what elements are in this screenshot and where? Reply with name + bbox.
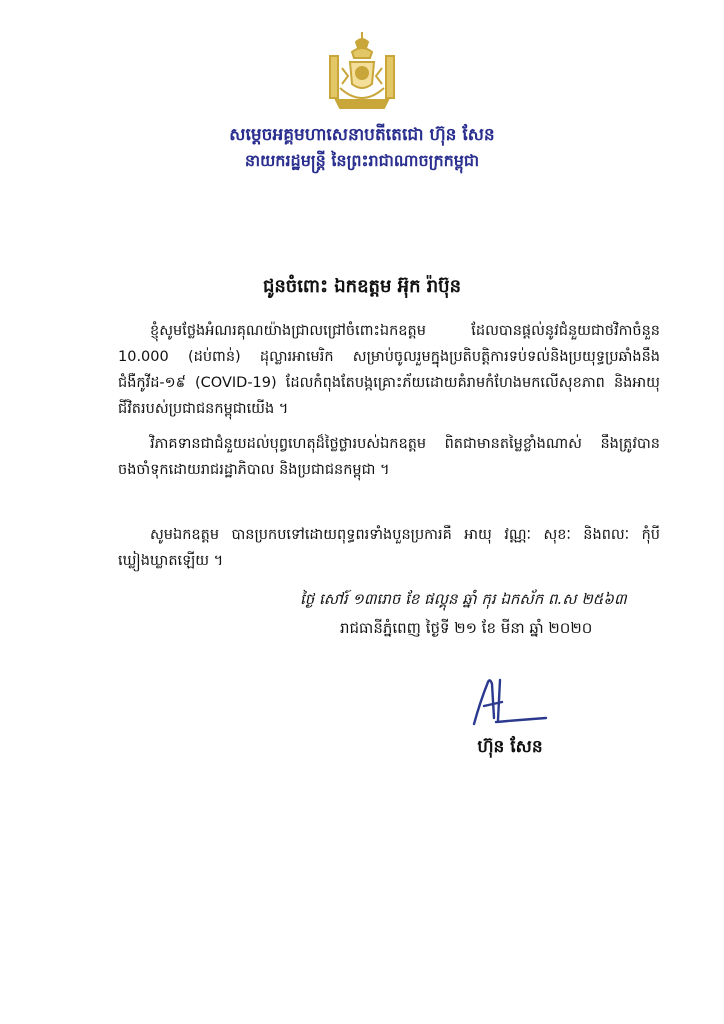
handwritten-signature — [466, 672, 550, 732]
sender-title: សម្តេចអគ្គមហាសេនាបតីតេជោ ហ៊ុន សែន — [229, 125, 495, 145]
sender-office: នាយករដ្ឋមន្ត្រី នៃព្រះរាជាណាចក្រកម្ពុជា — [244, 151, 480, 170]
lunar-date: ថ្ងៃ សៅរ៍ ១៣រោច ខែ ផល្គុន ឆ្នាំ កុរ ឯកស័ក ព.ស ២៥៦៣ — [300, 590, 627, 608]
paragraph-blessing — [118, 522, 660, 574]
paragraph-thanks-text: ខ្ញុំសូមថ្លែងអំណរគុណយ៉ាងជ្រាលជ្រៅចំពោះឯកឧត្តម ដែលបានផ្តល់នូវជំនួយជាថវិកាចំនួន 10.000 (ដប់ពាន់) ដុល្លារអាមេរិក សម្រាប់ចូលរួមក្នុងប្រតិបត្តិការទប់ទល់និងប្រយុទ្ធប្រឆាំងនឹងជំងឺកូវីដ-១៩ (COVID-19) ដែលកំពុងតែបង្កគ្រោះភ័យដោយគំរាមកំហែងមកលើសុខភាព និងអាយុជីវិតរបស់ប្រជាជនកម្ពុជាយើង ។ — [118, 323, 660, 417]
paragraph-contribution-text: វិភាគទានជាជំនួយដល់បុព្វហេតុដ៏ថ្លៃថ្លារបស់ឯកឧត្តម ពិតជាមានតម្លៃខ្លាំងណាស់ នឹងត្រូវបានចងចាំទុកដោយរាជរដ្ឋាភិបាល និងប្រជាជនកម្ពុជា ។ — [118, 436, 660, 478]
paragraph-thanks — [118, 318, 660, 422]
paragraph-blessing-text: សូមឯកឧត្តម បានប្រកបទៅដោយពុទ្ធពរទាំងបួនប្រការគឺ អាយុ វណ្ណៈ សុខៈ និងពលៈ កុំបីឃ្លៀងឃ្លាតឡើយ ។ — [118, 527, 660, 569]
paragraph-contribution — [118, 431, 660, 483]
signer-name: ហ៊ុន សែន — [477, 737, 543, 757]
royal-coat-of-arms-icon — [316, 28, 408, 112]
solar-date: រាជធានីភ្នំពេញ ថ្ងៃទី ២១ ខែ មីនា ឆ្នាំ ២០២០ — [340, 619, 593, 637]
recipient-line: ជូនចំពោះ ឯកឧត្តម អ៊ុក រ៉ាប៊ុន — [262, 276, 462, 297]
